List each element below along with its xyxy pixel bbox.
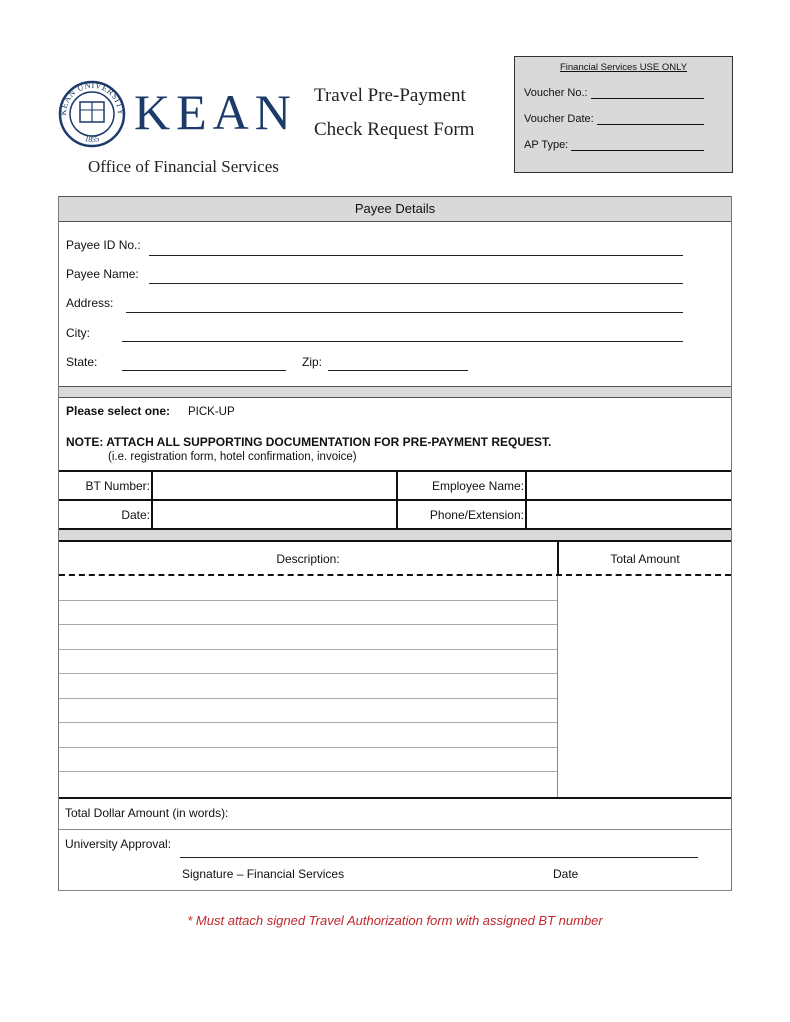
form-title-line1: Travel Pre-Payment [314,85,466,106]
section-divider [59,386,731,398]
description-line-9[interactable] [59,772,557,797]
voucher-no-row [524,87,704,99]
payee-name-label: Payee Name: [66,267,139,281]
voucher-date-row [524,113,704,125]
table-divider [59,530,731,542]
date-phone-row [59,501,731,530]
zip-field[interactable] [328,370,468,371]
payee-id-field[interactable] [149,255,683,256]
voucher-no-field[interactable] [591,87,704,99]
select-one-label: Please select one: [66,404,171,418]
bt-employee-row [59,472,731,501]
date-field[interactable] [151,501,396,528]
signature-line[interactable] [180,857,698,858]
description-column-header: Description: [276,552,340,566]
state-field[interactable] [122,370,286,371]
employee-name-label: Employee Name: [396,472,525,499]
office-name: Office of Financial Services [88,157,279,176]
phone-extension-label: Phone/Extension: [396,501,525,528]
description-line-5[interactable] [59,674,557,699]
ap-type-label: AP Type: [524,139,569,151]
city-label: City: [66,326,90,340]
seal-icon [58,80,126,148]
total-in-words-row[interactable] [59,799,731,830]
zip-label: Zip: [302,355,323,369]
payment-method-select[interactable]: PICK-UP [188,406,235,418]
signature-caption: Signature – Financial Services [182,866,345,881]
ap-type-row [524,139,704,151]
ap-type-field[interactable] [571,139,704,151]
bt-number-field[interactable] [151,472,396,499]
financial-services-use-only-box [514,56,733,173]
address-field[interactable] [126,312,683,313]
total-amount-field[interactable] [557,576,731,797]
payee-details-section [59,222,731,386]
description-line-8[interactable] [59,748,557,773]
voucher-date-label: Voucher Date: [524,113,594,125]
payee-id-label: Payee ID No.: [66,238,141,252]
svg-text:1855: 1855 [83,133,101,145]
phone-extension-field[interactable] [525,501,731,528]
payment-method-section [59,398,731,472]
description-line-6[interactable] [59,699,557,724]
request-form [58,196,732,891]
description-line-7[interactable] [59,723,557,748]
svg-text:KEAN UNIVERSITY: KEAN UNIVERSITY [58,80,126,116]
kean-logo-wordmark: KEAN [134,84,297,140]
total-in-words-label: Total Dollar Amount (in words): [65,805,229,820]
description-line-3[interactable] [59,625,557,650]
university-approval-label: University Approval: [65,836,172,851]
description-line-2[interactable] [59,601,557,626]
documentation-note: NOTE: ATTACH ALL SUPPORTING DOCUMENTATION FOR PRE-PAYMENT REQUEST. [66,435,552,449]
date-label: Date: [121,507,150,522]
bt-number-label: BT Number: [85,478,150,493]
university-approval-section [59,830,731,891]
description-lines [59,576,557,797]
total-amount-column-header: Total Amount [557,542,731,574]
city-field[interactable] [122,341,683,342]
items-table-body [59,576,731,799]
payee-details-header: Payee Details [59,196,731,222]
payee-name-field[interactable] [149,283,683,284]
address-label: Address: [66,296,114,310]
travel-authorization-footnote: * Must attach signed Travel Authorization form with assigned BT number [187,913,603,928]
university-seal-logo [58,80,126,148]
description-line-1[interactable] [59,576,557,601]
documentation-examples: (i.e. registration form, hotel confirmation, invoice) [108,451,357,463]
fs-box-title: Financial Services USE ONLY [559,62,688,73]
employee-name-field[interactable] [525,472,731,499]
voucher-no-label: Voucher No.: [524,87,588,99]
description-line-4[interactable] [59,650,557,675]
form-title-line2: Check Request Form [314,119,475,140]
state-label: State: [66,355,98,369]
signature-date-caption: Date [553,866,579,881]
voucher-date-field[interactable] [597,113,704,125]
items-table-header [59,542,731,576]
